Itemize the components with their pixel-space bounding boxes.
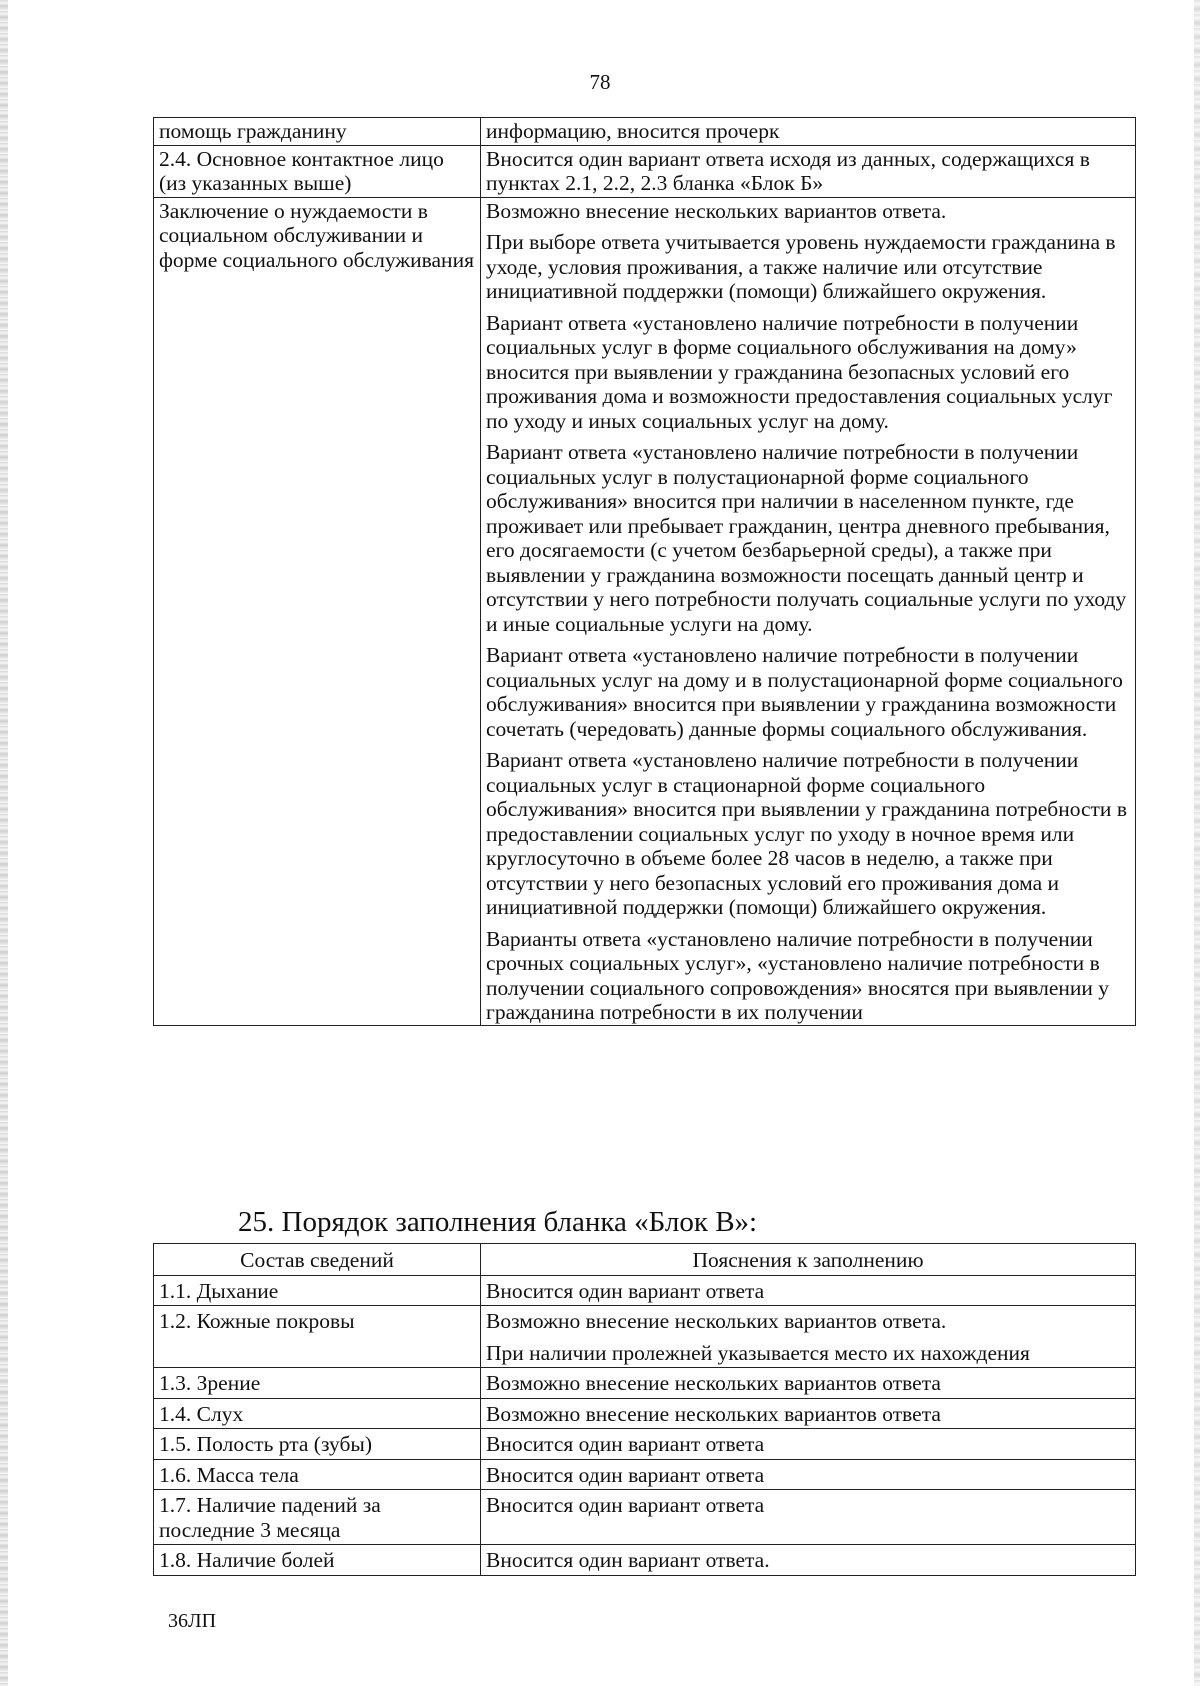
table-cell-label: 1.6. Масса тела bbox=[154, 1459, 481, 1490]
explanation-paragraph: Вариант ответа «установлено наличие потребности в получении социальных услуг в полустационарной форме социального обслуживания» вносится при наличии в населенном пункте, где проживает или пребывает гражданин, центра дневного пребывания, его досягаемости (с учетом безбарьерной среды), а также при выявлении у гражданина возможности посещать данный центр и отсутствии у него потребности получать социальные услуги по уходу и иные социальные услуги на дому. bbox=[486, 440, 1127, 636]
table-cell-label: 1.7. Наличие падений за последние 3 месяца bbox=[154, 1490, 481, 1545]
column-header-composition: Состав сведений bbox=[154, 1244, 481, 1276]
explanation-paragraph: Вносится один вариант ответа bbox=[486, 1493, 765, 1517]
table-cell-label: 1.2. Кожные покровы bbox=[154, 1306, 481, 1368]
explanation-paragraph: Вносится один вариант ответа bbox=[486, 1432, 765, 1456]
table-row bbox=[154, 1545, 1136, 1576]
table-cell-label: 1.3. Зрение bbox=[154, 1368, 481, 1399]
table-cell-explanation bbox=[481, 1545, 1136, 1576]
table-cell-explanation bbox=[481, 118, 1136, 146]
explanation-paragraph: Вносится один вариант ответа bbox=[486, 1462, 765, 1487]
explanation-paragraph: информацию, вносится прочерк bbox=[486, 119, 780, 143]
table-cell-label: 1.4. Слух bbox=[154, 1398, 481, 1429]
table-cell-explanation bbox=[481, 1368, 1136, 1399]
table-row bbox=[154, 1459, 1136, 1490]
table-cell-explanation bbox=[481, 1459, 1136, 1490]
table-cell-explanation bbox=[481, 1429, 1136, 1460]
explanation-paragraph: Вносится один вариант ответа исходя из данных, содержащихся в пунктах 2.1, 2.2, 2.3 бланка «Блок Б» bbox=[486, 146, 1090, 195]
explanation-paragraph: Варианты ответа «установлено наличие потребности в получении срочных социальных услуг», «установлено наличие потребности в получении социального сопровождения» вносятся при выявлении у гражданина потребности в их получении bbox=[486, 926, 1110, 1024]
table-cell-explanation bbox=[481, 1490, 1136, 1545]
explanation-paragraph: Вносится один вариант ответа bbox=[486, 1278, 765, 1303]
explanation-paragraph: Вариант ответа «установлено наличие потребности в получении социальных услуг на дому и в полустационарной форме социального обслуживания» вносится при выявлении у гражданина возможности сочетать (чередовать) данные формы социального обслуживания. bbox=[486, 643, 1123, 741]
table-row bbox=[154, 1275, 1136, 1306]
explanation-paragraph: Возможно внесение нескольких вариантов ответа bbox=[486, 1371, 941, 1395]
table-cell-explanation bbox=[481, 1398, 1136, 1429]
scan-edge-left bbox=[0, 0, 8, 1686]
table-row bbox=[154, 118, 1136, 146]
footer-code: 36ЛП bbox=[168, 1610, 217, 1632]
table-header-row bbox=[154, 1244, 1136, 1276]
table-row bbox=[154, 197, 1136, 1025]
table-cell-label: 1.1. Дыхание bbox=[154, 1275, 481, 1306]
guidance-table-block-b bbox=[153, 117, 1136, 1026]
explanation-paragraph: При наличии пролежней указывается место их нахождения bbox=[486, 1340, 1030, 1365]
table-row bbox=[154, 1398, 1136, 1429]
explanation-paragraph: Вариант ответа «установлено наличие потребности в получении социальных услуг в стационарной форме социального обслуживания» вносится при выявлении у гражданина потребности в предоставлении социальных услуг по уходу в ночное время или круглосуточно в объеме более 28 часов в неделю, а также при отсутствии у него безопасных условий его проживания дома и инициативной поддержки (помощи) ближайшего окружения. bbox=[486, 748, 1127, 919]
table-cell-label: 1.5. Полость рта (зубы) bbox=[154, 1429, 481, 1460]
explanation-paragraph: Возможно внесение нескольких вариантов ответа. bbox=[486, 1309, 947, 1333]
table-cell-explanation bbox=[481, 1306, 1136, 1368]
table-row bbox=[154, 145, 1136, 197]
page-number: 78 bbox=[589, 70, 611, 94]
scan-edge-right bbox=[1194, 0, 1200, 1686]
table-row bbox=[154, 1429, 1136, 1460]
table-row bbox=[154, 1368, 1136, 1399]
table-row bbox=[154, 1306, 1136, 1368]
table-cell-label: 2.4. Основное контактное лицо (из указанных выше) bbox=[154, 145, 481, 197]
explanation-paragraph: Вариант ответа «установлено наличие потребности в получении социальных услуг в форме социального обслуживания на дому» вносится при выявлении у гражданина безопасных условий его проживания дома и возможности предоставления социальных услуг по уходу и иных социальных услуг на дому. bbox=[486, 310, 1113, 433]
section-heading: 25. Порядок заполнения бланка «Блок В»: bbox=[238, 1206, 758, 1238]
guidance-table-block-v bbox=[153, 1243, 1136, 1576]
table-row bbox=[154, 1490, 1136, 1545]
column-header-explanations: Пояснения к заполнению bbox=[481, 1244, 1136, 1276]
explanation-paragraph: Вносится один вариант ответа. bbox=[486, 1548, 770, 1572]
explanation-paragraph: Возможно внесение нескольких вариантов ответа. bbox=[486, 198, 947, 223]
table-cell-explanation bbox=[481, 145, 1136, 197]
explanation-paragraph: При выборе ответа учитывается уровень нуждаемости гражданина в уходе, условия проживания, а также наличие или отсутствие инициативной поддержки (помощи) ближайшего окружения. bbox=[486, 230, 1116, 303]
table-cell-explanation bbox=[481, 197, 1136, 1025]
explanation-paragraph: Возможно внесение нескольких вариантов ответа bbox=[486, 1401, 941, 1426]
table-cell-label: Заключение о нуждаемости в социальном обслуживании и форме социального обслуживания bbox=[154, 197, 481, 1025]
table-cell-label: помощь гражданину bbox=[154, 118, 481, 146]
table-cell-label: 1.8. Наличие болей bbox=[154, 1545, 481, 1576]
table-cell-explanation bbox=[481, 1275, 1136, 1306]
